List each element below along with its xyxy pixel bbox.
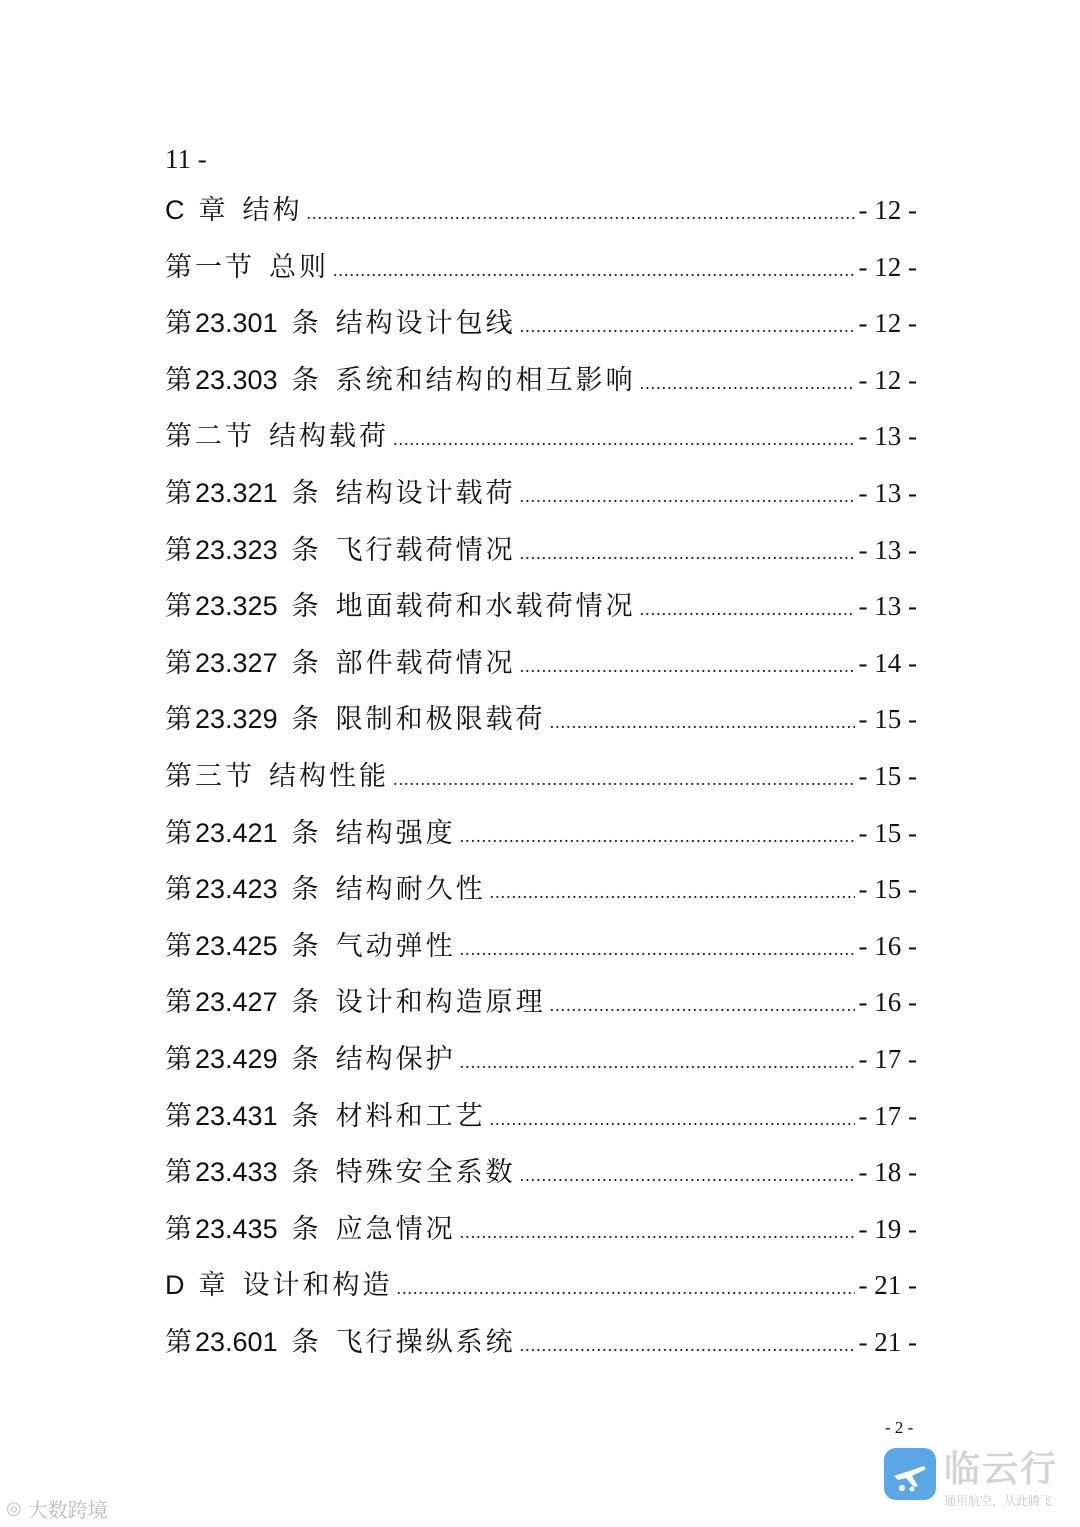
toc-entry-title: 结构设计包线: [335, 308, 516, 340]
toc-entry-number: 23.323: [195, 534, 278, 565]
toc-leader-dots: [520, 1165, 855, 1186]
toc-entry-title: 结构保护: [335, 1043, 456, 1075]
toc-entry[interactable]: [165, 584, 917, 641]
toc-entry-label: [165, 1037, 456, 1076]
toc-entry-page: - 12 -: [858, 308, 917, 339]
toc-entry-page: - 12 -: [858, 364, 917, 395]
toc-entry-prefix: C: [165, 195, 185, 225]
toc-entry-prefix: 第: [165, 874, 195, 906]
toc-entry-prefix: 第: [165, 817, 195, 849]
toc-entry-label: [165, 811, 456, 850]
toc-entry[interactable]: [165, 301, 917, 358]
toc-entry-prefix: 第: [165, 647, 195, 679]
toc-leader-dots: [393, 769, 855, 790]
toc-entry-page: - 16 -: [858, 930, 917, 961]
toc-entry-prefix: 第: [165, 987, 195, 1019]
toc-entry-title: 系统和结构的相互影响: [335, 364, 636, 396]
toc-leader-dots: [520, 316, 855, 337]
toc-entry[interactable]: [165, 471, 917, 528]
toc-entry-prefix: 第: [165, 477, 195, 509]
toc-entry-page: - 21 -: [858, 1270, 917, 1301]
brand-name: 临云行: [944, 1449, 1059, 1490]
toc-entry-page: - 18 -: [858, 1157, 917, 1188]
toc-leader-dots: [520, 1335, 855, 1356]
toc-entry-label: [165, 1263, 393, 1302]
brand-logo: [884, 1448, 936, 1500]
toc-leader-dots: [460, 939, 855, 960]
toc-entry-label: [165, 1150, 516, 1189]
toc-entry-prefix: 第: [165, 1043, 195, 1075]
toc-entry-label: [165, 754, 389, 793]
toc-entry[interactable]: [165, 924, 917, 981]
toc-entry-title: 设计和构造: [242, 1270, 393, 1302]
toc-entry-page: - 15 -: [858, 760, 917, 791]
toc-entry-number: 23.435: [195, 1213, 278, 1244]
toc-leader-dots: [333, 260, 855, 281]
watermark-right: [884, 1448, 1058, 1509]
toc-entry-prefix: 第: [165, 1213, 195, 1245]
toc-entry-number: 23.303: [195, 364, 278, 395]
toc-entry-number: 23.423: [195, 874, 278, 905]
toc-entry-prefix: 第: [165, 930, 195, 962]
toc-entry-title: 飞行载荷情况: [335, 534, 516, 566]
toc-entry-suffix: 第二节: [165, 421, 255, 453]
toc-entry-label: [165, 358, 636, 397]
toc-entry-prefix: D: [165, 1270, 185, 1301]
toc-entry[interactable]: [165, 1263, 917, 1320]
toc-leader-dots: [397, 1278, 855, 1299]
toc-entry-title: 地面载荷和水载荷情况: [335, 591, 636, 623]
toc-entry-label: [165, 924, 456, 963]
toc-leader-dots: [490, 1109, 855, 1130]
toc-entry[interactable]: [165, 641, 917, 698]
toc-leader-dots: [640, 373, 855, 394]
toc-entry-label: [165, 1207, 456, 1246]
toc-entry-label: [165, 1320, 516, 1359]
toc-entry[interactable]: [165, 1207, 917, 1264]
toc-entry-suffix: 条: [291, 1043, 322, 1075]
toc-entry-title: 结构设计载荷: [335, 477, 516, 509]
toc-entry-title: 结构性能: [269, 760, 389, 792]
toc-entry-label: [165, 641, 516, 680]
previous-entry-page-fragment: 11 -: [165, 144, 207, 174]
toc-entry-suffix: 条: [291, 647, 322, 679]
toc-entry[interactable]: [165, 754, 917, 811]
toc-entry[interactable]: [165, 867, 917, 924]
toc-entry-suffix: 条: [291, 874, 322, 906]
brand-slogan: 通用航空，从此腾飞: [944, 1494, 1053, 1508]
toc-entry-label: [165, 584, 636, 623]
toc-entry-number: 23.327: [195, 647, 278, 678]
toc-leader-dots: [520, 543, 855, 564]
toc-entry-page: - 21 -: [858, 1326, 917, 1357]
toc-entry-suffix: 条: [291, 364, 322, 396]
toc-entry-title: 部件载荷情况: [335, 647, 516, 679]
toc-entry-prefix: 第: [165, 308, 195, 340]
toc-entry-page: - 13 -: [858, 534, 917, 565]
toc-entry[interactable]: [165, 980, 917, 1037]
toc-entry-page: - 13 -: [858, 477, 917, 508]
toc-entry-suffix: 条: [291, 704, 322, 736]
watermark-left: [6, 1494, 108, 1523]
toc-entry-suffix: 条: [291, 817, 322, 849]
toc-entry-title: 应急情况: [335, 1213, 456, 1245]
toc-entry-suffix: 条: [291, 987, 322, 1019]
airplane-icon: [890, 1456, 930, 1492]
watermark-left-text: 大数跨境: [27, 1498, 108, 1522]
toc-entry-label: [165, 245, 329, 284]
toc-entry-suffix: 章: [198, 1270, 229, 1302]
toc-entry[interactable]: [165, 358, 917, 415]
toc-entry[interactable]: [165, 1320, 917, 1377]
toc-entry-number: 23.421: [195, 817, 278, 848]
toc-leader-dots: [490, 882, 855, 903]
toc-entry-title: 设计和构造原理: [335, 987, 546, 1019]
toc-entry-label: [165, 528, 516, 567]
toc-entry-title: 特殊安全系数: [335, 1157, 516, 1189]
page-number: - 2 -: [885, 1418, 914, 1437]
toc-entry-number: 23.601: [195, 1326, 278, 1357]
toc-entry-number: 23.325: [195, 591, 278, 622]
toc-entry-title: 飞行操纵系统: [335, 1326, 516, 1358]
toc-entry-page: - 17 -: [858, 1100, 917, 1131]
toc-leader-dots: [307, 203, 855, 224]
toc-entry-suffix: 条: [291, 1157, 322, 1189]
toc-entry-prefix: 第: [165, 364, 195, 396]
toc-entry-suffix: 条: [291, 591, 322, 623]
toc-entry-label: [165, 980, 546, 1019]
toc-entry-page: - 12 -: [858, 195, 917, 225]
toc-entry-suffix: 条: [291, 308, 322, 340]
toc-entry-label: [165, 414, 389, 453]
toc-leader-dots: [460, 826, 855, 847]
toc-entry-suffix: 条: [291, 534, 322, 566]
toc-entry-suffix: 第一节: [165, 251, 255, 283]
toc-entry[interactable]: [165, 414, 917, 471]
toc-entry-suffix: 条: [291, 477, 322, 509]
toc-entry-prefix: 第: [165, 534, 195, 566]
toc-entry-prefix: 第: [165, 1100, 195, 1132]
toc-entry-page: - 15 -: [858, 874, 917, 905]
toc-entry-number: 23.433: [195, 1157, 278, 1188]
toc-entry-title: 材料和工艺: [335, 1100, 486, 1132]
toc-entry-number: 23.425: [195, 930, 278, 961]
toc-entry-number: 23.301: [195, 308, 278, 339]
toc-entry[interactable]: [165, 1094, 917, 1151]
toc-entry-suffix: 条: [291, 1213, 322, 1245]
toc-entry-title: 结构载荷: [269, 421, 389, 453]
toc-entry-page: - 14 -: [858, 647, 917, 678]
toc-entry-suffix: 条: [291, 1100, 322, 1132]
toc-leader-dots: [640, 599, 855, 620]
toc-leader-dots: [460, 1052, 855, 1073]
toc-entry-label: [165, 1094, 486, 1133]
toc-entry-number: 23.431: [195, 1100, 278, 1131]
toc-entry-title: 限制和极限载荷: [335, 704, 546, 736]
toc-entry[interactable]: [165, 1037, 917, 1094]
toc-leader-dots: [550, 995, 855, 1016]
toc-entry[interactable]: [165, 245, 917, 302]
toc-entry-prefix: 第: [165, 591, 195, 623]
toc-entry-number: 23.321: [195, 477, 278, 508]
toc-entry-suffix: 条: [291, 930, 322, 962]
toc-entry-title: 结构耐久性: [335, 874, 486, 906]
toc-entry-number: 23.429: [195, 1043, 278, 1074]
toc-entry[interactable]: [165, 697, 917, 754]
toc-entry-label: [165, 471, 516, 510]
toc-entry-prefix: 第: [165, 1157, 195, 1189]
weibo-icon: ◎: [6, 1498, 22, 1519]
toc-entry-title: 结构强度: [335, 817, 456, 849]
toc-entry-number: 23.427: [195, 987, 278, 1018]
toc-entry-page: - 12 -: [858, 251, 917, 282]
toc-entry-page: - 15 -: [858, 817, 917, 848]
toc-entry-page: - 13 -: [858, 591, 917, 622]
toc-entry-page: - 19 -: [858, 1213, 917, 1244]
toc-leader-dots: [393, 429, 855, 450]
toc-entry[interactable]: [165, 528, 917, 585]
toc-entry[interactable]: [165, 1150, 917, 1207]
toc-entry-number: 23.329: [195, 704, 278, 735]
toc-leader-dots: [460, 1222, 855, 1243]
toc-entry-suffix: 第三节: [165, 760, 255, 792]
toc-entry-label: [165, 697, 546, 736]
toc-entry-page: - 15 -: [858, 704, 917, 735]
table-of-contents: [165, 188, 917, 1376]
toc-entry-title: 结构: [242, 195, 303, 226]
toc-entry-page: - 13 -: [858, 421, 917, 452]
toc-entry-prefix: 第: [165, 704, 195, 736]
toc-entry-page: - 16 -: [858, 987, 917, 1018]
toc-entry-title: 总则: [269, 251, 329, 283]
toc-entry[interactable]: [165, 188, 917, 245]
toc-entry-suffix: 条: [291, 1326, 322, 1358]
toc-entry-suffix: 章: [198, 195, 229, 226]
toc-entry-label: [165, 301, 516, 340]
toc-leader-dots: [520, 486, 855, 507]
toc-leader-dots: [520, 656, 855, 677]
toc-entry-label: [165, 867, 486, 906]
toc-entry-title: 气动弹性: [335, 930, 456, 962]
toc-entry-label: [165, 188, 303, 227]
toc-entry-page: - 17 -: [858, 1043, 917, 1074]
toc-leader-dots: [550, 712, 855, 733]
toc-entry[interactable]: [165, 811, 917, 868]
toc-entry-prefix: 第: [165, 1326, 195, 1358]
